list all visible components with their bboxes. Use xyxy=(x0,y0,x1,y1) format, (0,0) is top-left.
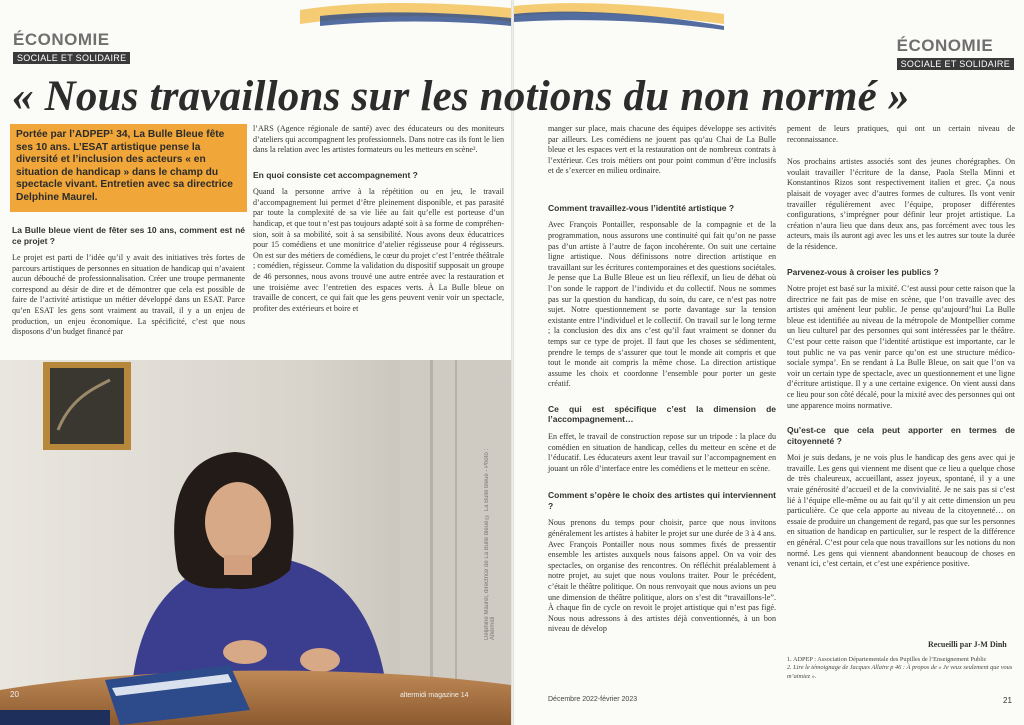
portrait-illustration xyxy=(0,360,511,725)
folio-right: Décembre 2022-février 2023 xyxy=(548,696,638,703)
answer-paragraph: En effet, le travail de construction repose sur un tripode : la place du comédien en situation de handicap, celles du metteur en scène et de l’éducatif. Les éducateurs axent leur travail sur l’accompagnement en jouant un rôle d’interface entre les comédiens et le metteur en scène. xyxy=(548,431,776,473)
column-2 xyxy=(253,124,504,316)
footnotes xyxy=(787,656,1015,681)
column-1 xyxy=(12,223,245,340)
article-lead: Portée par l’ADPEP¹ 34, La Bulle Bleue fête ses 10 ans. L’ESAT artistique pense la diversité et l’inclusion des acteurs « en situation de handicap » dans le champ du spectacle vivant. Entretien avec sa directrice Delphine Maurel. xyxy=(10,124,247,212)
body-paragraph: Nos prochains artistes associés sont des jeunes chorégraphes. On voulait travailler l’écriture de la danse, Paola Stella Minni et Konstantinos Rizos sont respectivement italien et grec. Ça nous plaisait de voyager avec d’autres formes de cultures. Ils vont venir travailler régulièrement avec l’équipe, proposer différentes configurations, s’imprégner pour définir leur projet artistique. La création n’aura lieu que dans deux ans, pas forcément avec tous les acteurs, mais ils auront agi avec les uns et les autres sur toute la durée de la résidence. xyxy=(787,157,1015,251)
section-kicker-right xyxy=(897,37,1014,72)
page-number-left: 20 xyxy=(10,690,19,699)
footnote-2: 2. Lire le témoignage de Jacques Allaire p 46 : À propos de « Je veux seulement que vous m’aimiez ». xyxy=(787,664,1013,680)
answer-paragraph: Le projet est parti de l’idée qu’il y avait des initiatives très fortes de parcours artistiques de personnes en situation de handicap qui n’avaient aucun débouché de professionnalisation. Créer une troupe permanente correspond au désir de dire et de démontrer que cela est possible de faire de l’activité artistique un métier développé dans un ESAT. Parce qu’en ESAT les gens sont vraiment au travail, il y a un enjeu de production, un enjeu économique. La spécificité, c’est que nous disposons d’un budget financé par xyxy=(12,253,245,337)
body-paragraph: l’ARS (Agence régionale de santé) avec des éducateurs ou des moniteurs d’ateliers qui accompagnent les professionnels. Dans notre cas ils font le lien dans la relation avec les artistes formateurs ou les metteurs en scène². xyxy=(253,124,504,155)
kicker-main: ÉCONOMIE xyxy=(13,30,110,49)
answer-paragraph: Nous prenons du temps pour choisir, parce que nous invitons généralement les artistes à habiter le projet sur une durée de 3 à 4 ans. Avec François Pontailler nous nous sommes fixés de pressentir ensemble les artistes auxquels nous faisons appel. On va voir des spectacles, on organise des rencontres. On réfléchit préalablement à notre projet, au sujet que nous voulons traiter. Pour le précédent, c’était le théâtre politique. On nous renvoyait que nous avions un peu une dimension de théâtre politique, alors on s’est dit “travaillons-le”. À chaque fin de cycle on revoit le projet artistique qui n’est pas figé. Nous nous adressons à des artistes déjà conventionnés, à un bon niveau de dévelop xyxy=(548,518,776,634)
question-heading: Parvenez-vous à croiser les publics ? xyxy=(787,266,939,277)
folio-left: altermidi magazine 14 xyxy=(400,692,469,699)
column-4 xyxy=(787,124,1015,572)
footnote-1: 1. ADPEP : Association Départementale des Pupilles de l’Enseignement Public xyxy=(787,656,987,663)
photo-credit: Delphine Maurel, directrice de La Bulle bleue © La Bulle bleue - Photo : Altermidi xyxy=(484,448,496,640)
article-headline: « Nous travaillons sur les notions du non normé » xyxy=(12,73,910,120)
kicker-sub: SOCIALE ET SOLIDAIRE xyxy=(13,52,130,64)
question-heading: Ce qui est spécifique c’est la dimension de l’accompagnement… xyxy=(548,403,776,425)
kicker-main: ÉCONOMIE xyxy=(896,36,994,55)
body-paragraph: manger sur place, mais chacune des équipes développe ses activités par ailleurs. Les comédiens ne jouent pas qu’au Chai de La Bulle bleue et les espaces vert et la restauration ont de nombreux contrats à l’extérieur. Ces trois métiers ont pour point commun d’être inclusifs et de s’exercer en milieu ordinaire. xyxy=(548,124,776,176)
body-paragraph: pement de leurs pratiques, qui ont un certain niveau de reconnaissance. xyxy=(787,124,1015,144)
question-heading: La Bulle bleue vient de fêter ses 10 ans, comment est né ce projet ? xyxy=(12,225,245,246)
header-swoosh-left xyxy=(300,0,511,28)
page-number-right: 21 xyxy=(1003,696,1012,705)
question-heading: Comment travaillez-vous l’identité artistique ? xyxy=(548,202,735,213)
answer-paragraph: Avec François Pontailler, responsable de la compagnie et de la programmation, nous assurons une continuité qui fait qu’on ne passe pas d’un artiste à l’autre de façon incohérente. On suit une certaine ligne artistique. Nous définissons notre direction artistique en travaillant sur les écritures contemporaines et des questions sociétales. Je pense que La Bulle Bleue est un lieu réflexif, un lieu de débat où l’on sonde le rapport de l’individu et du collectif. Nous ne sommes pas sur la question du handicap, du soin, du care, ce n’est pas notre sujet. Notre questionnement se porte davantage sur la tension existante entre l’individuel et le collectif. On travail sur le long terme ; la conclusion des dix ans c’est qu’il faut vraiment se donner du temps sur ce type de projet. Il faut que les choses se sédimentent, prendre le temps de s’assurer que tout le monde ait compris et que tout le monde ait compris la même chose. La direction artistique assume les choix et coordonne l’ensemble pour porter un geste créatif. xyxy=(548,220,776,389)
kicker-sub: SOCIALE ET SOLIDAIRE xyxy=(897,58,1014,70)
question-heading: Qu’est-ce que cela peut apporter en termes de citoyenneté ? xyxy=(787,425,1015,446)
interview-photo xyxy=(0,360,511,725)
section-kicker-left xyxy=(13,31,130,66)
column-3 xyxy=(548,124,776,637)
answer-paragraph: Moi je suis dedans, je ne vois plus le handicap des gens avec qui je travaille. Les gens qui viennent me disent que ce lieu a quelque chose de très chaleureux, accueillant, assez joyeux, spontané, il y a une vraie générosité d’accueil et de la convivialité. Je ne sais pas si c’est lié à l’équipe elle-même ou au fait qu’il y ait cette dimension un peu particulière. Ce que cela apporte au niveau de la citoyenneté… on essaie de produire un changement de regard, pas que sur les personnes en situation de handicap en particulier, sur le respect de la différence en général. C’est pour cela que nous travaillons sur les notions du non normé. Les gens qui viennent abandonnent beaucoup de choses en venant ici, c’est certain, et c’est une expérience positive. xyxy=(787,453,1015,569)
header-swoosh-right xyxy=(514,0,724,30)
answer-paragraph: Notre projet est basé sur la mixité. C’est aussi pour cette raison que la directrice ne fait pas de mise en scène, que l’on travaille avec des artistes qui amènent leur public. Je pense qu’aujourd’hui La Bulle bleue est identifiée au niveau de la métropole de Montpellier comme un lieu culturel par des personnes qui sont intéressées par le théâtre. C’est pour cette raison que l’identité artistique est importante, car le tout public ne va pas venir parce qu’on est une structure médico-sociale sympa’. En se rendant à La Bulle Bleue, on sait que l’on va voir un certain type de spectacle, avec un questionnement et une ligne d’écriture artistique. Il y a une certaine exigence. On vient aussi dans ce lieu pour son côté décalé, pour la mixité avec des personnes qui ont une apparence moins normative. xyxy=(787,284,1015,410)
author-signoff: Recueilli par J-M Dinh xyxy=(928,640,1007,649)
question-heading: En quoi consiste cet accompagnement ? xyxy=(253,169,418,180)
answer-paragraph: Quand la personne arrive à la répétition ou en jeu, le travail d’accompagnement lui permet d’être pleinement disponible, et pas parasité par toute la complexité de sa vie liée au fait qu’elle est porteuse d’un handicap, et que tout n’est pas toujours adapté soit à sa forme de compréhension, soit à sa mobilité, soit à sa sensibilité. Nous avons deux éducatrices pour 15 comédiens et une monitrice d’atelier régisseuse pour 4 régisseurs. On est sur des métiers de comédiens, le cœur du projet c’est l’entrée théâtrale ; comédien, régisseur. Comme la validation du dispositif supposait un groupe de 46 personnes, nous avons trouvé une autre entrée avec la restauration et une troisième avec l’entretien des espaces verts. À La Bulle bleue on travaille de concert, ce qui fait que les gens peuvent venir voir un spectacle, profiter des extérieurs et boire et xyxy=(253,187,504,313)
question-heading: Comment s’opère le choix des artistes qui interviennent ? xyxy=(548,490,776,511)
